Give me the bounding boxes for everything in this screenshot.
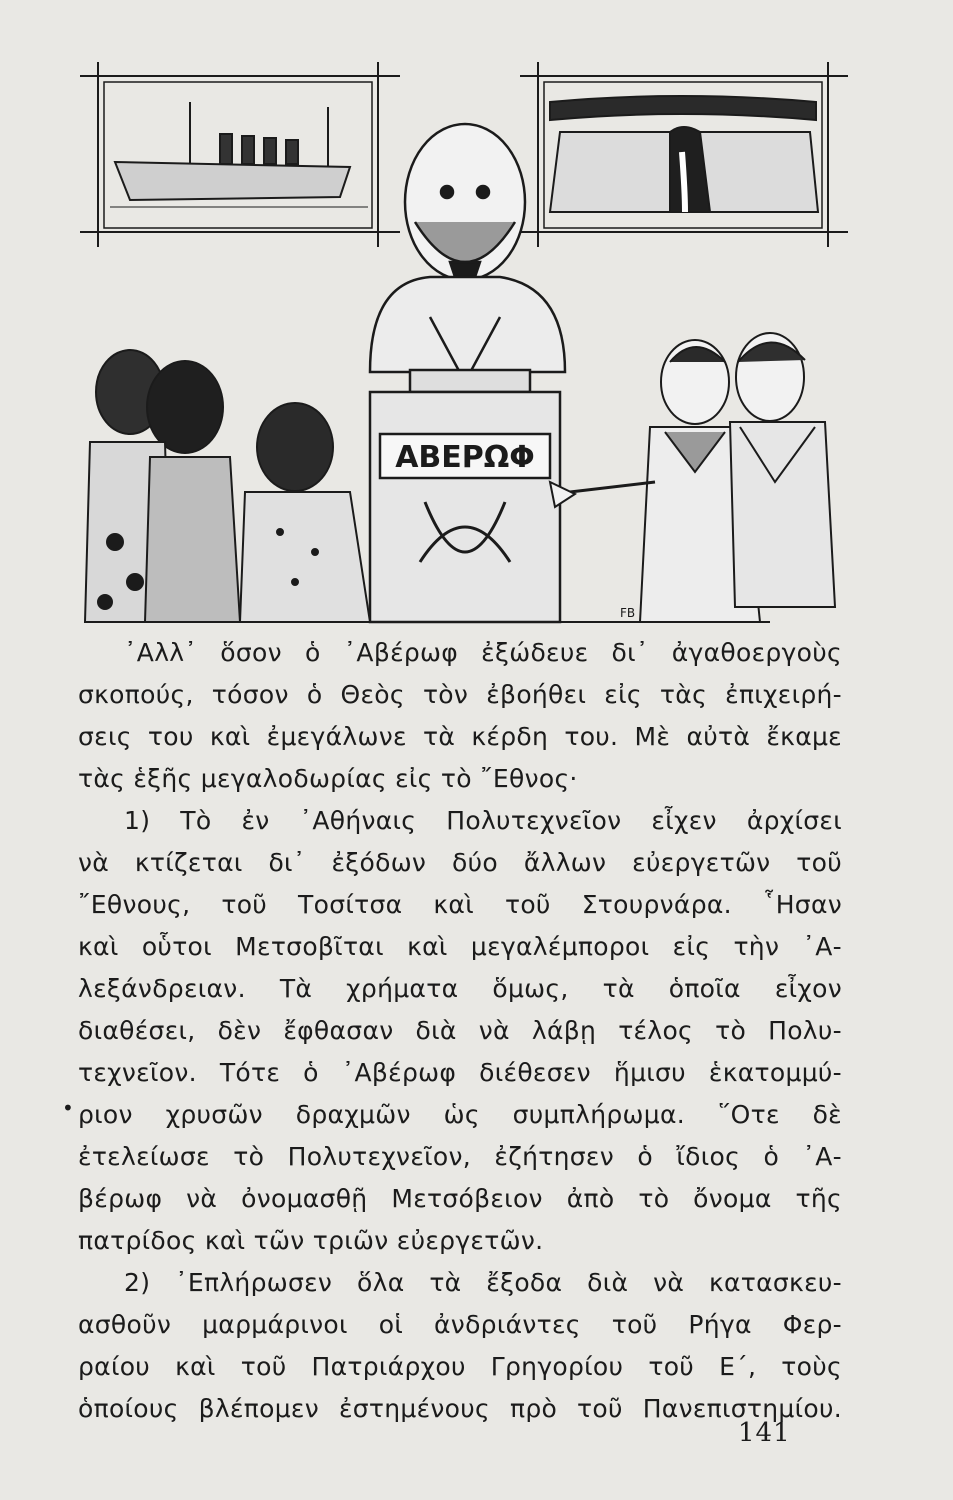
text-line: βέρωφ νὰ ὀνομασθῇ Μετσόβειον ἀπὸ τὸ ὄνομα τῆς [78,1184,842,1213]
pedestal-label: ΑΒΕΡΩΦ [395,440,535,475]
margin-mark: • [62,1096,74,1120]
averoff-bust-illustration [70,62,850,627]
boy-back-view [240,403,370,622]
text-line: νὰ κτίζεται δι᾿ ἐξόδων δύο ἄλλων εὐεργετῶν τοῦ [78,848,842,877]
text-line: καὶ οὗτοι Μετσοβῖται καὶ μεγαλέμποροι εἰς τὴν ᾿Α- [78,932,842,961]
averoff-bust [370,124,565,392]
pedestal [370,392,560,622]
text-line: λεξάνδρειαν. Τὰ χρήματα ὅμως, τὰ ὁποῖα εἶχον [78,974,842,1003]
text-line: ᾿Αλλ᾿ ὅσον ὁ ᾿Αβέρωφ ἐξώδευε δι᾿ ἀγαθοεργοὺς [124,638,842,667]
text-line: ασθοῦν μαρμάρινοι οἱ ἀνδριάντες τοῦ Ρήγα Φερ- [78,1310,842,1339]
pointing-boy [550,340,760,622]
illustration [70,62,850,627]
battleship-panel [80,62,400,247]
text-line: ριον χρυσῶν δραχμῶν ὡς συμπλήρωμα. ῞Οτε δὲ [78,1100,842,1129]
text-line: ἐτελείωσε τὸ Πολυτεχνεῖον, ἐζήτησεν ὁ ἴδιος ὁ ᾿Α- [78,1142,842,1171]
body-text [78,632,842,1430]
sailor-boy [730,333,835,607]
text-line: σεις του καὶ ἐμεγάλωνε τὰ κέρδη του. Μὲ αὐτὰ ἔκαμε [78,722,842,751]
text-line: 2) ᾿Επλήρωσεν ὅλα τὰ ἔξοδα διὰ νὰ κατασκευ- [124,1268,842,1297]
text-line: τὰς ἑξῆς μεγαλοδωρίας εἰς τὸ ῎Εθνος· [78,764,578,793]
text-line: ῎Εθνους, τοῦ Τοσίτσα καὶ τοῦ Στουρνάρα. ῟Ησαν [78,890,842,919]
text-line: τεχνεῖον. Τότε ὁ ᾿Αβέρωφ διέθεσεν ἥμισυ ἑκατομμύ- [78,1058,842,1087]
girls-group [85,350,240,622]
text-line: ραίου καὶ τοῦ Πατριάρχου Γρηγορίου τοῦ Ε΄, τοὺς [78,1352,842,1381]
text-line: πατρίδος καὶ τῶν τριῶν εὐεργετῶν. [78,1226,544,1255]
text-line: σκοπούς, τόσον ὁ Θεὸς τὸν ἐβοήθει εἰς τὰς ἐπιχειρή- [78,680,842,709]
page-number: 141 [738,1418,791,1448]
text-line: ὁποίους βλέπομεν ἐστημένους πρὸ τοῦ Πανεπιστημίου. [78,1394,842,1423]
text-line: διαθέσει, δὲν ἔφθασαν διὰ νὰ λάβῃ τέλος τὸ Πολυ- [78,1016,842,1045]
text-line: 1) Τὸ ἐν ᾿Αθήναις Πολυτεχνεῖον εἶχεν ἀρχίσει [124,806,842,835]
signature-mark: FB [620,606,636,620]
stadium-panel [520,62,848,247]
